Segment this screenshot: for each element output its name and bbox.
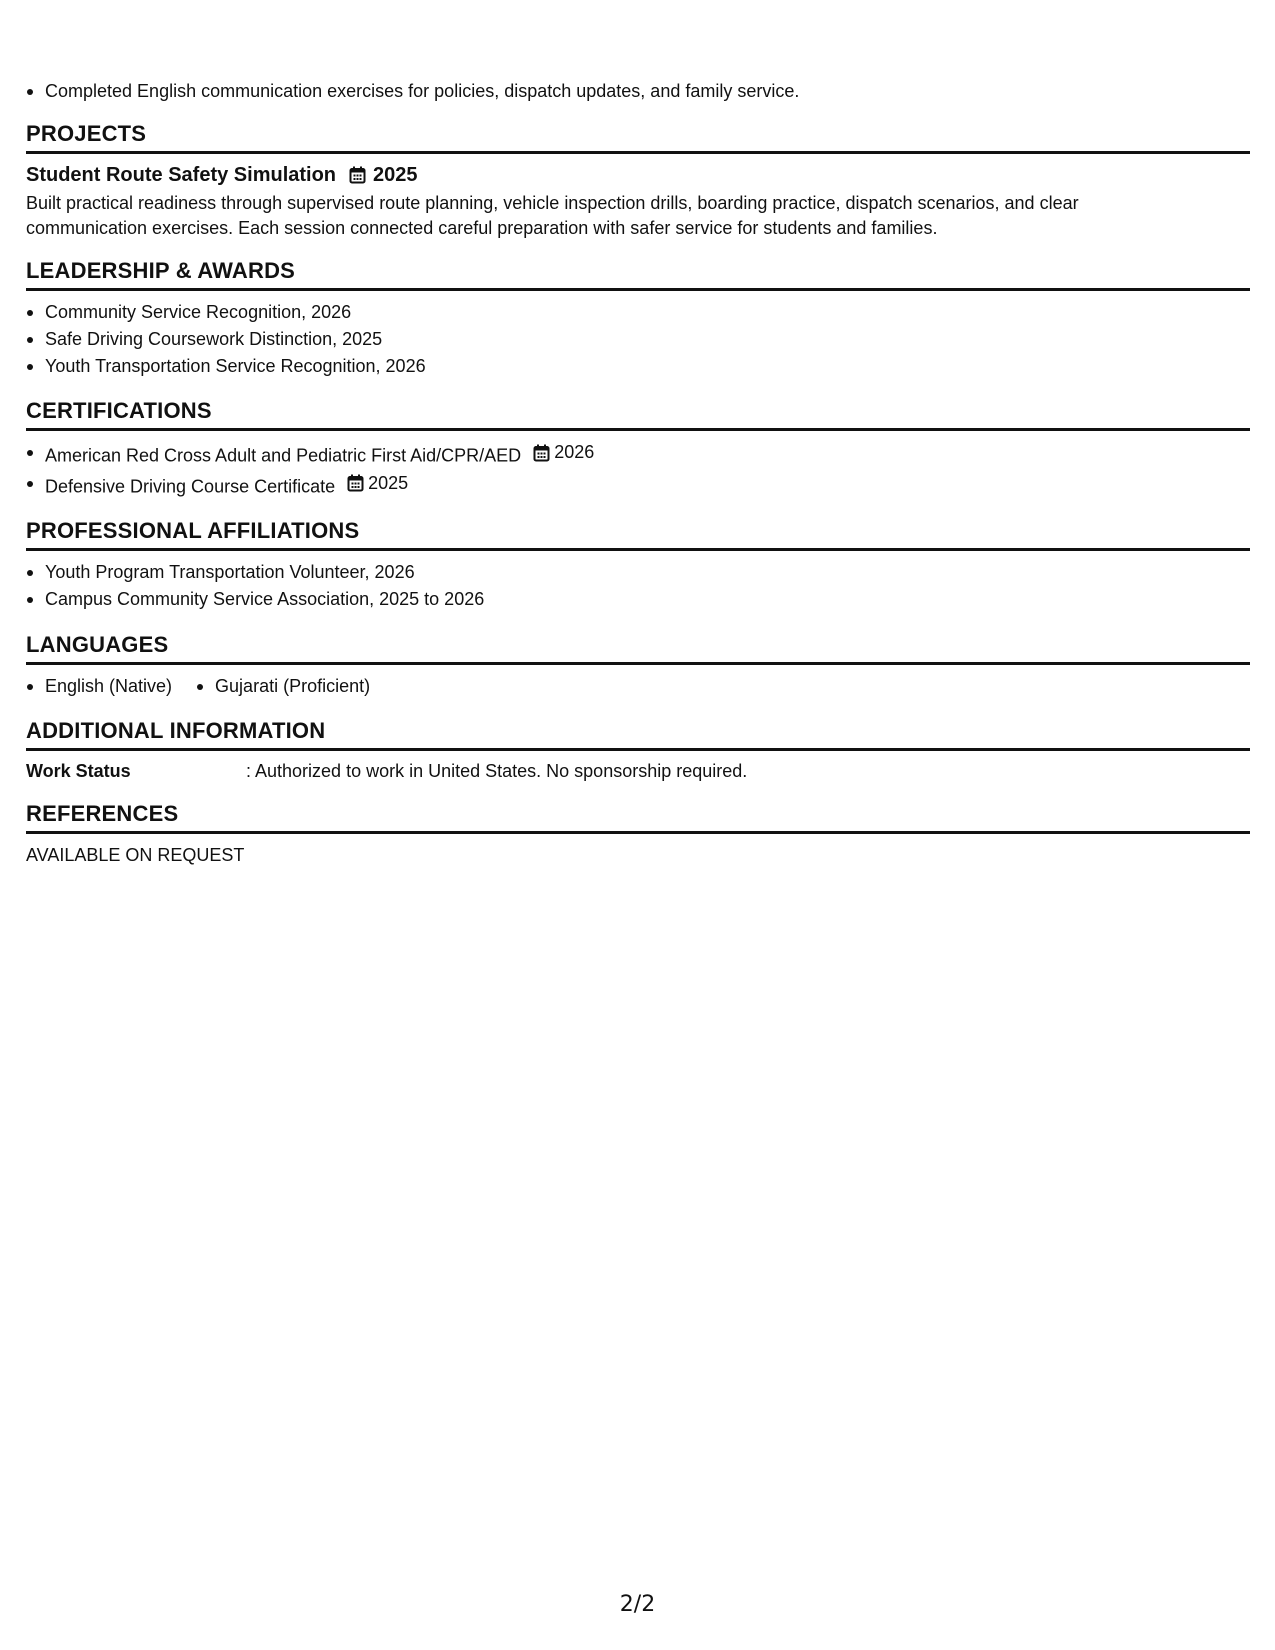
list-item: Campus Community Service Association, 2025 to 2026	[26, 586, 1250, 613]
project-description: Built practical readiness through supervised route planning, vehicle inspection drills, boarding practice, dispatch scenarios, and clear communication exercises. Each session connected careful preparation with safer service for students and families.	[26, 193, 1079, 238]
languages-section	[26, 631, 1250, 700]
section-title-references: REFERENCES	[26, 800, 1250, 834]
references-text: AVAILABLE ON REQUEST	[26, 845, 245, 865]
certifications-list	[26, 439, 1250, 500]
calendar-icon	[533, 444, 550, 462]
certification-name: Defensive Driving Course Certificate	[45, 476, 336, 496]
certification-item	[26, 439, 1250, 470]
section-title-additional-info: ADDITIONAL INFORMATION	[26, 717, 1250, 751]
certification-item	[26, 470, 1250, 501]
experience-continuation-list	[26, 78, 1250, 105]
leadership-section	[26, 257, 1250, 380]
section-title-certifications: CERTIFICATIONS	[26, 397, 1250, 431]
section-title-projects: PROJECTS	[26, 120, 1250, 154]
additional-info-section	[26, 717, 1250, 784]
language-item: Gujarati (Proficient)	[196, 673, 370, 700]
section-title-languages: LANGUAGES	[26, 631, 1250, 665]
project-name: Student Route Safety Simulation	[26, 164, 337, 186]
list-item: Completed English communication exercises for policies, dispatch updates, and family service.	[26, 78, 1250, 105]
languages-list	[26, 673, 1250, 700]
section-title-affiliations: PROFESSIONAL AFFILIATIONS	[26, 517, 1250, 551]
affiliations-section	[26, 517, 1250, 613]
additional-info-row	[26, 758, 1250, 784]
additional-info-label: Work Status	[26, 761, 131, 781]
list-item: Youth Program Transportation Volunteer, 2026	[26, 559, 1250, 586]
certification-date-wrap	[533, 439, 594, 466]
references-section	[26, 800, 1250, 868]
affiliations-list	[26, 559, 1250, 613]
project-header	[26, 162, 1250, 188]
certifications-section	[26, 397, 1250, 500]
certification-date-wrap	[347, 470, 408, 497]
certification-date: 2026	[554, 442, 595, 462]
leadership-list	[26, 299, 1250, 380]
page-number: 2/2	[619, 1592, 656, 1617]
calendar-icon	[349, 166, 366, 184]
project-date: 2025	[373, 164, 418, 186]
certification-name: American Red Cross Adult and Pediatric First Aid/CPR/AED	[45, 445, 522, 466]
list-item: Community Service Recognition, 2026	[26, 299, 1250, 326]
list-item: Safe Driving Coursework Distinction, 2025	[26, 326, 1250, 353]
calendar-icon	[347, 474, 364, 492]
projects-section	[26, 120, 1250, 241]
list-item: Youth Transportation Service Recognition, 2026	[26, 353, 1250, 380]
additional-info-value: : Authorized to work in United States. No sponsorship required.	[246, 761, 748, 781]
resume-content	[26, 78, 1250, 868]
language-item: English (Native)	[26, 673, 172, 700]
section-title-leadership: LEADERSHIP & AWARDS	[26, 257, 1250, 291]
certification-date: 2025	[368, 472, 409, 493]
